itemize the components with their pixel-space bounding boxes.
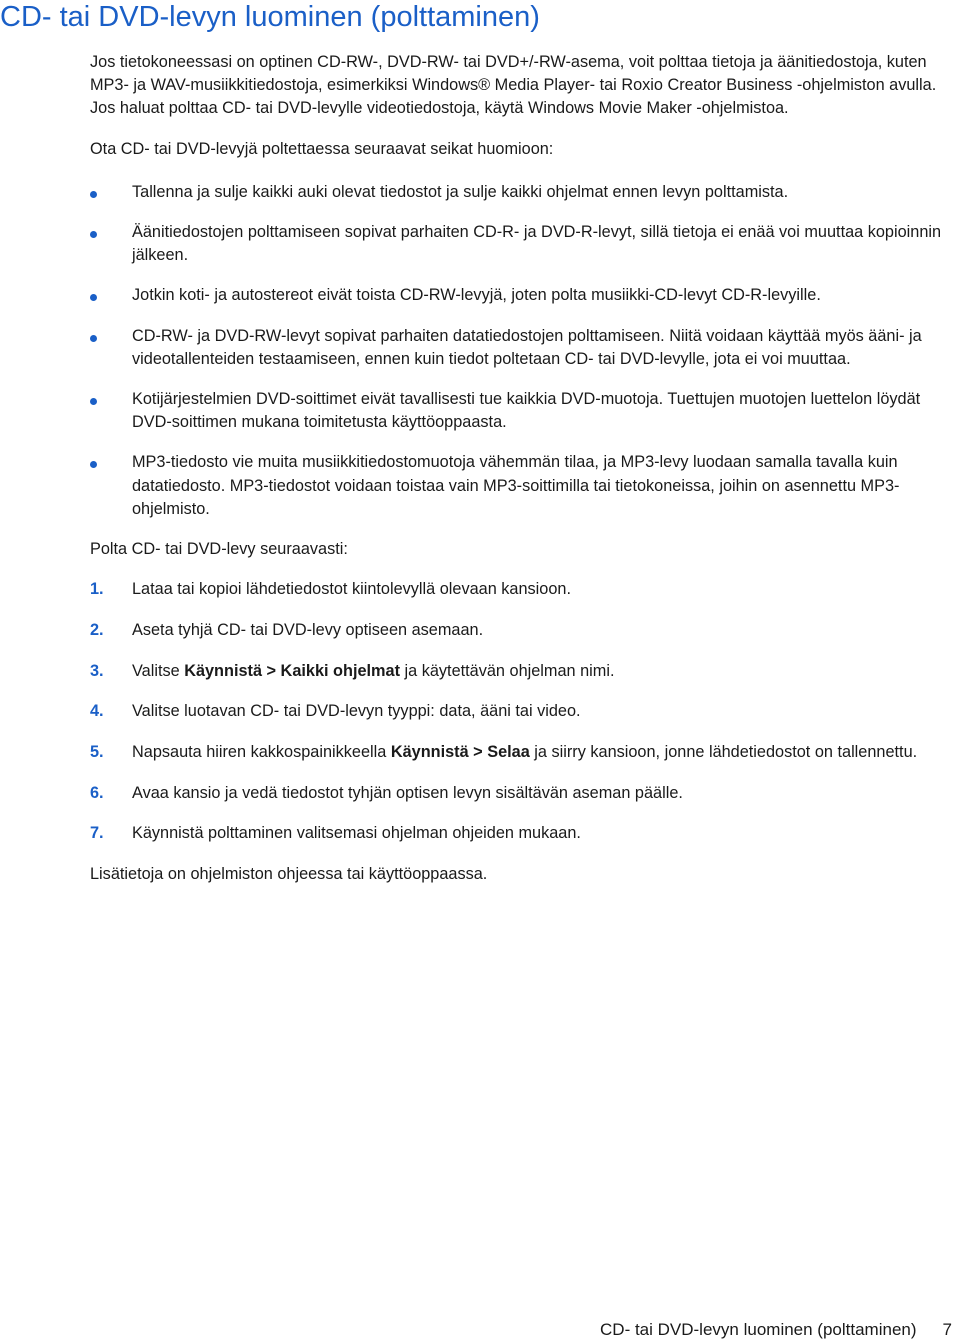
step-item	[90, 660, 960, 683]
bullet-text: CD-RW- ja DVD-RW-levyt sopivat parhaiten datatiedostojen polttamiseen. Niitä voidaan käyttää myös ääni- ja videotallenteiden testaamiseen, ennen kuin tiedot poltetaan CD- tai DVD-levylle, jota ei voi muuttaa.	[132, 326, 922, 368]
bullet-dot-icon	[90, 294, 97, 301]
bullet-dot-icon	[90, 335, 97, 342]
step-item	[90, 578, 960, 601]
step-text: Valitse luotavan CD- tai DVD-levyn tyyppi: data, ääni tai video.	[132, 702, 581, 721]
step-text: Aseta tyhjä CD- tai DVD-levy optiseen asemaan.	[132, 620, 484, 639]
step-item	[90, 741, 960, 764]
bullet-text: Kotijärjestelmien DVD-soittimet eivät tavallisesti tue kaikkia DVD-muotoja. Tuettujen muotojen luettelon löydät DVD-soittimen mukana toimitetusta käyttöoppaasta.	[132, 390, 921, 432]
bullet-item	[90, 221, 960, 267]
step-number: 2.	[90, 620, 104, 639]
bullet-dot-icon	[90, 191, 97, 198]
step-text-post: ja siirry kansioon, jonne lähdetiedostot on tallennettu.	[529, 743, 918, 762]
step-item	[90, 700, 960, 723]
bullet-item	[90, 181, 960, 204]
step-number: 7.	[90, 824, 104, 843]
page-title: CD- tai DVD-levyn luominen (polttaminen)	[0, 1, 540, 33]
intro-paragraph: Jos tietokoneessasi on optinen CD-RW-, DVD-RW- tai DVD+/-RW-asema, voit polttaa tietoja ja äänitiedostoja, kuten MP3- ja WAV-musiikkitiedostoja, esimerkiksi Windows® Media Player- tai Roxio Creator Business -ohjelmiston avulla. Jos haluat polttaa CD- tai DVD-levylle videotiedostoja, käytä Windows Movie Maker -ohjelmistoa.	[90, 53, 937, 118]
bullet-item	[90, 325, 960, 371]
step-number: 3.	[90, 661, 104, 680]
closing-paragraph: Lisätietoja on ohjelmiston ohjeessa tai käyttöoppaassa.	[90, 865, 488, 884]
bullet-list	[90, 181, 960, 521]
step-text-post: ja käytettävän ohjelman nimi.	[400, 661, 615, 680]
step-number: 6.	[90, 783, 104, 802]
bullet-item	[90, 388, 960, 434]
page-footer	[600, 1318, 952, 1342]
step-text: Avaa kansio ja vedä tiedostot tyhjän optisen levyn sisältävän aseman päälle.	[132, 783, 683, 802]
page-content	[90, 51, 960, 886]
step-item	[90, 619, 960, 642]
step-text-pre: Valitse	[132, 661, 185, 680]
step-text-bold: Käynnistä > Kaikki ohjelmat	[184, 661, 400, 680]
step-item	[90, 782, 960, 805]
bullet-text: MP3-tiedosto vie muita musiikkitiedostomuotoja vähemmän tilaa, ja MP3-levy luodaan samalla tavalla kuin datatiedosto. MP3-tiedostot voidaan toistaa vain MP3-soittimilla tai tietokoneissa, joihin on asennettu MP3-ohjelmisto.	[132, 453, 900, 518]
step-item	[90, 822, 960, 845]
step-text-pre: Napsauta hiiren kakkospainikkeella	[132, 743, 391, 762]
step-list	[90, 578, 960, 845]
step-number: 4.	[90, 702, 104, 721]
bullets-lead: Ota CD- tai DVD-levyjä poltettaessa seuraavat seikat huomioon:	[90, 139, 554, 158]
bullet-item	[90, 284, 960, 307]
footer-title: CD- tai DVD-levyn luominen (polttaminen)	[600, 1320, 917, 1339]
bullet-dot-icon	[90, 231, 97, 238]
step-text: Lataa tai kopioi lähdetiedostot kiintolevyllä olevaan kansioon.	[132, 580, 571, 599]
bullet-text: Jotkin koti- ja autostereot eivät toista CD-RW-levyjä, joten polta musiikki-CD-levyt CD-R-levyille.	[132, 286, 821, 305]
bullet-item	[90, 451, 960, 521]
step-text-bold: Käynnistä > Selaa	[390, 743, 530, 762]
bullet-dot-icon	[90, 398, 97, 405]
step-number: 5.	[90, 743, 104, 762]
bullet-text: Äänitiedostojen polttamiseen sopivat parhaiten CD-R- ja DVD-R-levyt, sillä tietoja ei enää voi muuttaa kopioinnin jälkeen.	[132, 223, 942, 265]
bullet-dot-icon	[90, 461, 97, 468]
bullet-text: Tallenna ja sulje kaikki auki olevat tiedostot ja sulje kaikki ohjelmat ennen levyn polttamista.	[132, 182, 789, 201]
page-number: 7	[942, 1320, 952, 1339]
step-number: 1.	[90, 580, 104, 599]
step-text: Käynnistä polttaminen valitsemasi ohjelman ohjeiden mukaan.	[132, 824, 581, 843]
steps-lead: Polta CD- tai DVD-levy seuraavasti:	[90, 540, 348, 559]
